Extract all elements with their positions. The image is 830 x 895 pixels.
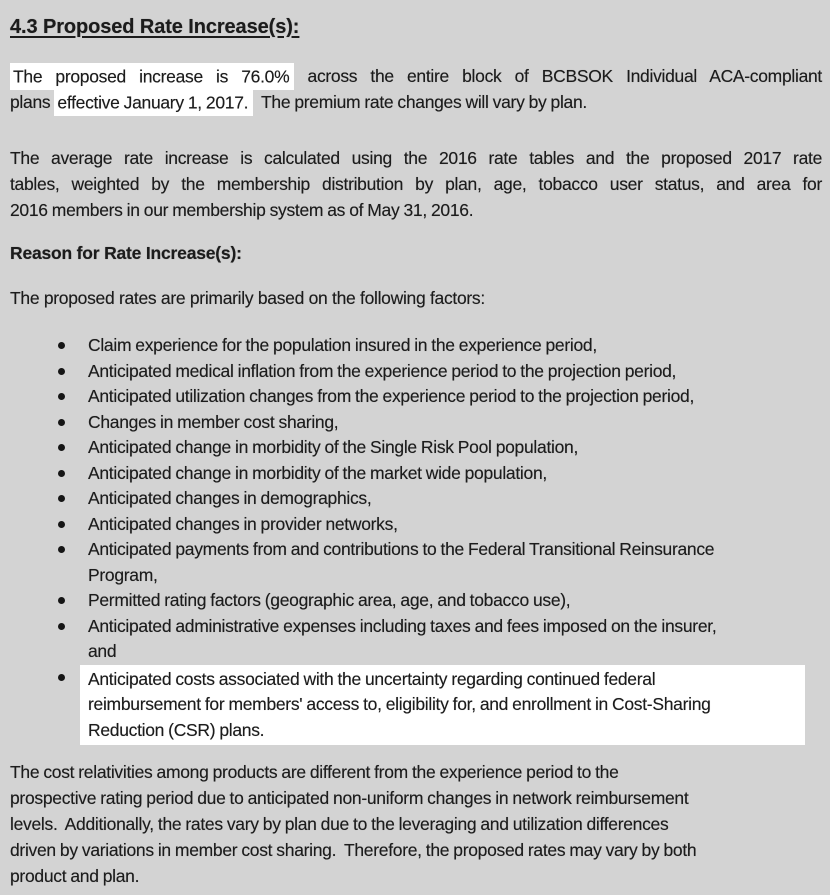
list-item bbox=[10, 665, 822, 746]
list-item bbox=[10, 537, 822, 588]
bullet-text bbox=[80, 537, 822, 588]
text-line bbox=[88, 639, 822, 665]
text-line bbox=[88, 588, 822, 614]
text-line bbox=[10, 171, 822, 197]
text-segment: The average rate increase is calculated using the 2016 rate tables and the proposed 2017 rate bbox=[10, 148, 822, 168]
text-segment: Anticipated administrative expenses including taxes and fees imposed on the insurer, bbox=[88, 615, 717, 636]
highlighted-text: effective January 1, 2017. bbox=[54, 89, 253, 116]
text-line bbox=[88, 435, 822, 461]
text-segment: product and plan. bbox=[10, 866, 140, 886]
bullet-icon bbox=[58, 419, 65, 426]
bullet-icon bbox=[58, 342, 65, 349]
text-line bbox=[88, 537, 822, 563]
text-segment: 2016 members in our membership system as of May 31, 2016. bbox=[10, 200, 474, 220]
text-segment: Permitted rating factors (geographic area, age, and tobacco use), bbox=[88, 590, 571, 610]
list-item bbox=[10, 461, 822, 487]
text-line bbox=[88, 614, 822, 640]
text-segment: Reduction (CSR) plans. bbox=[88, 719, 265, 740]
list-item bbox=[10, 435, 822, 461]
bullet-icon bbox=[58, 444, 65, 451]
list-item bbox=[10, 588, 822, 614]
text-segment: Anticipated medical inflation from the experience period to the projection period, bbox=[88, 360, 677, 381]
reason-subheading: Reason for Rate Increase(s): bbox=[10, 243, 242, 263]
text-segment: Anticipated costs associated with the uncertainty regarding continued federal bbox=[88, 668, 656, 689]
bullet-icon bbox=[58, 521, 65, 528]
paragraph-calculation-method bbox=[10, 145, 822, 223]
text-segment: The premium rate changes will vary by plan. bbox=[253, 92, 587, 112]
text-segment: Changes in member cost sharing, bbox=[88, 411, 339, 432]
text-line bbox=[10, 785, 822, 811]
text-line bbox=[88, 461, 822, 487]
bullet-icon bbox=[58, 597, 65, 604]
bullet-icon bbox=[58, 470, 65, 477]
bullet-icon bbox=[58, 546, 65, 553]
text-segment: The cost relativities among products are different from the experience period to the bbox=[10, 762, 619, 782]
bullet-text bbox=[80, 588, 822, 614]
bullet-text bbox=[80, 614, 822, 665]
text-segment: Anticipated changes in demographics, bbox=[88, 488, 372, 508]
text-line bbox=[10, 197, 822, 223]
factors-intro: The proposed rates are primarily based on the following factors: bbox=[10, 288, 485, 308]
text-segment: levels. Additionally, the rates vary by plan due to the leveraging and utilization differences bbox=[10, 814, 669, 834]
bullet-icon bbox=[58, 495, 65, 502]
text-segment: tables, weighted by the membership distribution by plan, age, tobacco user status, and area for bbox=[10, 174, 822, 194]
text-segment: Program, bbox=[88, 564, 158, 585]
list-item bbox=[10, 359, 822, 385]
bullet-text bbox=[80, 333, 822, 359]
bullet-text bbox=[80, 384, 822, 410]
list-item bbox=[10, 614, 822, 665]
text-line bbox=[88, 512, 822, 538]
text-segment: Anticipated utilization changes from the experience period to the projection period, bbox=[88, 386, 695, 406]
text-line bbox=[88, 410, 822, 436]
bullet-text bbox=[80, 486, 822, 512]
bullet-text bbox=[80, 435, 822, 461]
text-line bbox=[88, 384, 822, 410]
section-heading: 4.3 Proposed Rate Increase(s): bbox=[10, 16, 300, 38]
text-line bbox=[88, 486, 822, 512]
text-line bbox=[10, 811, 822, 837]
paragraph-cost-relativities bbox=[10, 759, 822, 889]
bullet-icon bbox=[58, 623, 65, 630]
text-segment: Anticipated change in morbidity of the Single Risk Pool population, bbox=[88, 437, 579, 457]
text-segment: prospective rating period due to anticipated non-uniform changes in network reimbursement bbox=[10, 788, 689, 808]
text-line bbox=[10, 837, 822, 863]
list-item bbox=[10, 512, 822, 538]
list-item bbox=[10, 486, 822, 512]
bullet-icon bbox=[58, 368, 65, 375]
bullet-icon bbox=[58, 393, 65, 400]
bullet-text bbox=[80, 410, 822, 436]
text-line bbox=[88, 333, 822, 359]
bullet-text bbox=[80, 359, 822, 385]
text-line bbox=[88, 563, 822, 589]
list-item bbox=[10, 410, 822, 436]
highlighted-text: The proposed increase is 76.0% bbox=[10, 63, 294, 90]
text-segment: reimbursement for members' access to, eligibility for, and enrollment in Cost-Sharing bbox=[88, 694, 711, 714]
factors-list bbox=[10, 333, 822, 745]
text-line bbox=[10, 63, 822, 89]
text-segment: Anticipated changes in provider networks, bbox=[88, 513, 398, 534]
text-line bbox=[88, 359, 822, 385]
bullet-text bbox=[80, 512, 822, 538]
paragraph-proposed-increase bbox=[10, 63, 822, 115]
text-segment: Anticipated change in morbidity of the market wide population, bbox=[88, 462, 547, 483]
text-line bbox=[10, 863, 822, 889]
bullet-icon bbox=[58, 674, 65, 681]
text-line bbox=[88, 718, 797, 744]
text-segment: Claim experience for the population insured in the experience period, bbox=[88, 335, 597, 355]
list-item bbox=[10, 384, 822, 410]
text-segment: and bbox=[88, 641, 117, 661]
text-segment: driven by variations in member cost sharing. Therefore, the proposed rates may vary by both bbox=[10, 840, 697, 860]
highlighted-bullet-text bbox=[80, 665, 805, 746]
text-line bbox=[10, 89, 822, 115]
text-line bbox=[88, 667, 797, 693]
bullet-text bbox=[80, 461, 822, 487]
text-line bbox=[88, 692, 797, 718]
list-item bbox=[10, 333, 822, 359]
text-line bbox=[10, 145, 822, 171]
text-segment: plans bbox=[10, 92, 55, 112]
text-segment: across the entire block of BCBSOK Individual ACA-compliant bbox=[294, 66, 822, 86]
text-line bbox=[10, 759, 822, 785]
text-segment: Anticipated payments from and contributions to the Federal Transitional Reinsurance bbox=[88, 539, 715, 559]
